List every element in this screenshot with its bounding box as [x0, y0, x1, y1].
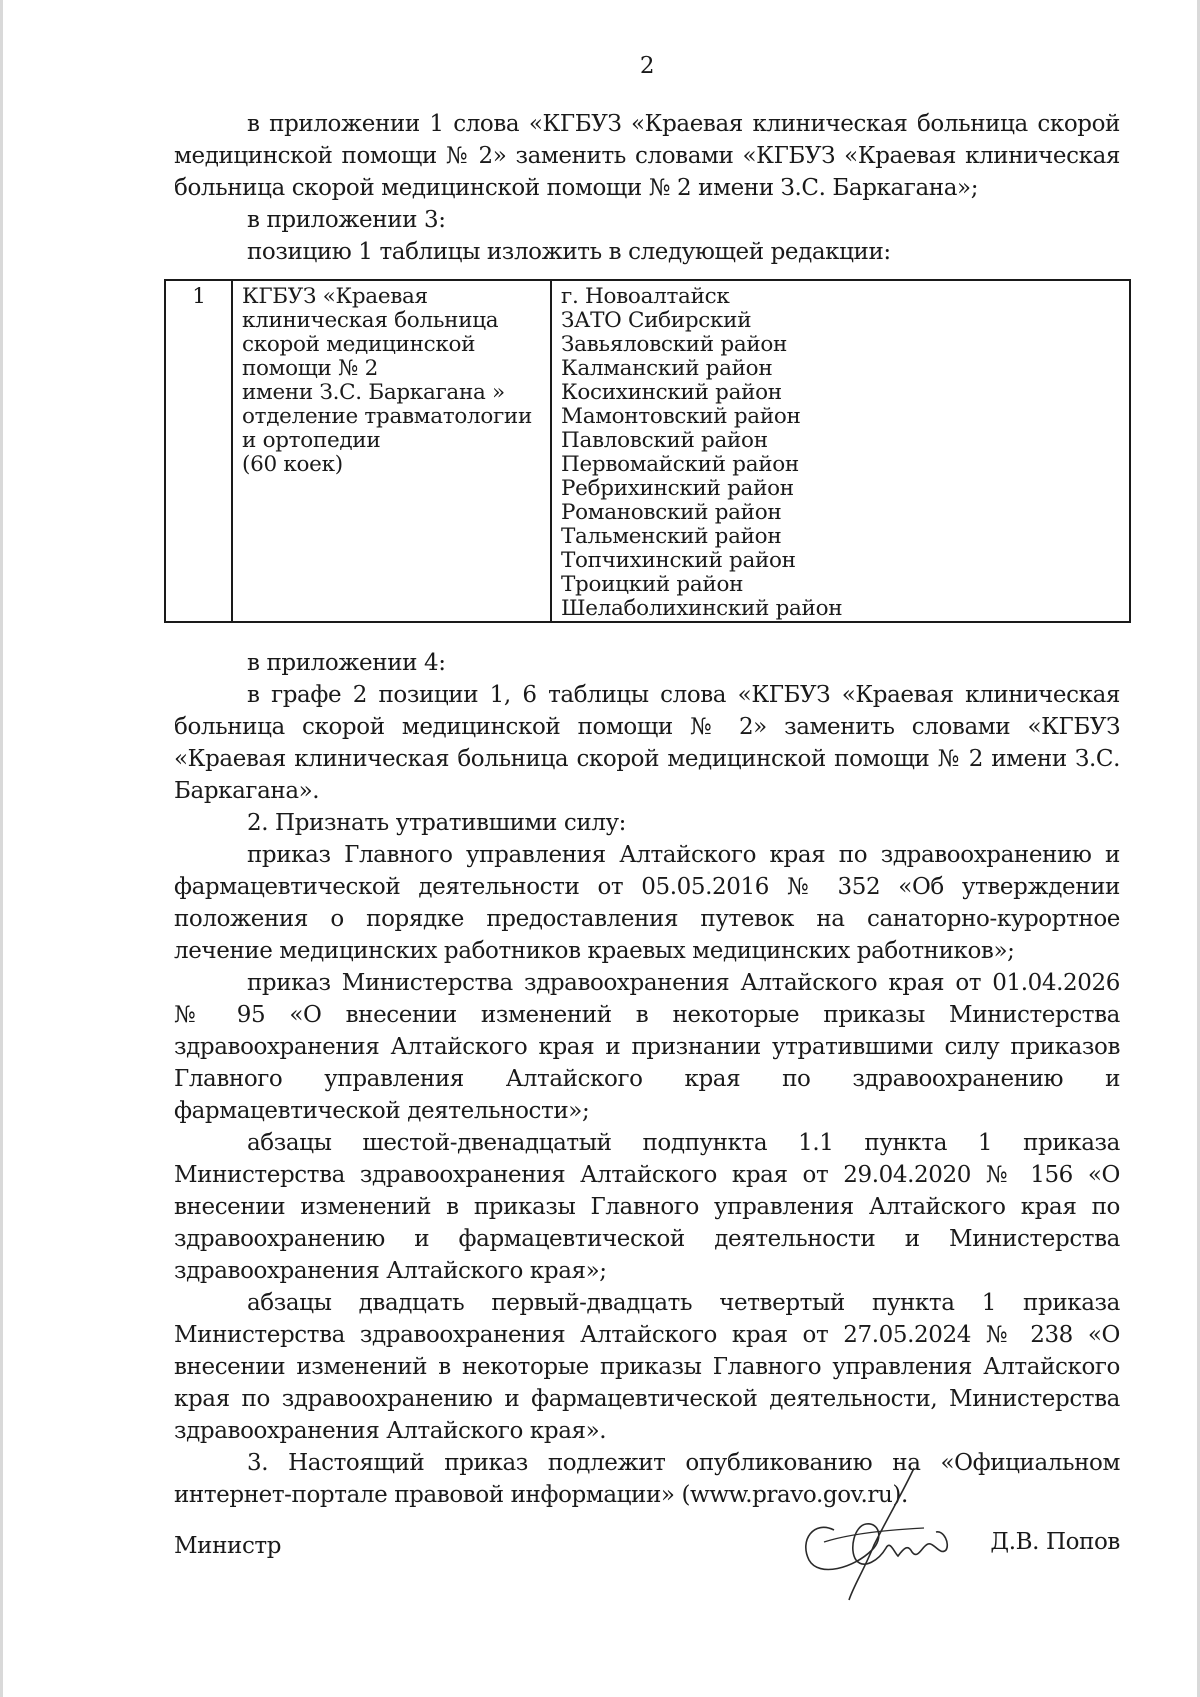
paragraph-table-intro: позицию 1 таблицы изложить в следующей редакции:	[247, 239, 891, 265]
table-row	[165, 280, 1130, 622]
handwritten-signature	[794, 1460, 974, 1610]
signer-name: Д.В. Попов	[990, 1529, 1120, 1555]
table-cell-number: 1	[165, 280, 232, 622]
territory-item: Мамонтовский район	[561, 404, 801, 429]
paragraph-appendix-4: в приложении 4:	[247, 650, 446, 676]
paragraphs-before-table	[174, 108, 1120, 268]
table-cell-institution	[232, 280, 551, 622]
territory-item: Троицкий район	[561, 572, 744, 597]
institution-line: помощи № 2	[242, 356, 378, 381]
territory-item: Первомайский район	[561, 452, 799, 477]
territory-item: Косихинский район	[561, 380, 782, 405]
paragraph-repealed-order-352: приказ Главного управления Алтайского края по здравоохранению и фармацевтической деятельности от 05.05.2016 № 352 «Об утверждении положения о порядке предоставления путевок на санаторно-курортное лечение медицинских работников краевых медицинских работников»;	[174, 842, 1120, 964]
territory-item: Калманский район	[561, 356, 773, 381]
table-cell-territories	[551, 280, 1130, 622]
paragraphs-after-table	[174, 647, 1120, 1511]
paragraph-appendix-4-change: в графе 2 позиции 1, 6 таблицы слова «КГБУЗ «Краевая клиническая больница скорой медицинской помощи № 2» заменить словами «КГБУЗ «Краевая клиническая больница скорой медицинской помощи № 2 имени З.С. Баркагана».	[174, 682, 1120, 804]
territory-item: Завьяловский район	[561, 332, 788, 357]
institution-line: имени З.С. Баркагана »	[242, 380, 505, 405]
institution-line: КГБУЗ «Краевая	[242, 284, 428, 309]
paragraph-repealed-order-238: абзацы двадцать первый-двадцать четвертый пункта 1 приказа Министерства здравоохранения Алтайского края от 27.05.2024 № 238 «О внесении изменений в некоторые приказы Главного управления Алтайского края по здравоохранению и фармацевтической деятельности, Министерства здравоохранения Алтайского края».	[174, 1290, 1120, 1444]
territory-item: Топчихинский район	[561, 548, 796, 573]
appendix-table	[164, 279, 1131, 623]
institution-line: и ортопедии	[242, 428, 381, 453]
territory-item: Павловский район	[561, 428, 768, 453]
paragraph-appendix-3: в приложении 3:	[247, 207, 446, 233]
territory-item: Ребрихинский район	[561, 476, 794, 501]
territory-item: Романовский район	[561, 500, 782, 525]
paragraph-item-2: 2. Признать утратившими силу:	[247, 810, 626, 836]
paragraph-appendix-1: в приложении 1 слова «КГБУЗ «Краевая клиническая больница скорой медицинской помощи № 2» заменить словами «КГБУЗ «Краевая клиническая больница скорой медицинской помощи № 2 имени З.С. Баркагана»;	[174, 111, 1120, 201]
institution-line: отделение травматологии	[242, 404, 532, 429]
territory-item: Шелаболихинский район	[561, 596, 843, 621]
signer-title: Министр	[174, 1533, 282, 1559]
page-number: 2	[639, 53, 655, 79]
territory-item: г. Новоалтайск	[561, 284, 730, 309]
territory-item: ЗАТО Сибирский	[561, 308, 752, 333]
paragraph-repealed-order-156: абзацы шестой-двенадцатый подпункта 1.1 пункта 1 приказа Министерства здравоохранения Алтайского края от 29.04.2020 № 156 «О внесении изменений в приказы Главного управления Алтайского края по здравоохранению и фармацевтической деятельности и Министерства здравоохранения Алтайского края»;	[174, 1130, 1120, 1284]
appendix-table-wrapper	[164, 279, 1131, 623]
paragraph-repealed-order-95: приказ Министерства здравоохранения Алтайского края от 01.04.2026 № 95 «О внесении изменений в некоторые приказы Министерства здравоохранения Алтайского края и признании утратившими силу приказов Главного управления Алтайского края по здравоохранению и фармацевтической деятельности»;	[174, 970, 1120, 1124]
signature-block	[174, 1460, 1120, 1620]
institution-line: скорой медицинской	[242, 332, 476, 357]
institution-line: (60 коек)	[242, 452, 343, 477]
institution-line: клиническая больница	[242, 308, 499, 333]
scan-edge-left	[0, 0, 3, 1697]
paragraph-item-3-publication: 3. Настоящий приказ подлежит опубликованию на «Официальном интернет-портале правовой информации» (www.pravo.gov.ru).	[174, 1450, 1120, 1508]
territory-item: Тальменский район	[561, 524, 782, 549]
